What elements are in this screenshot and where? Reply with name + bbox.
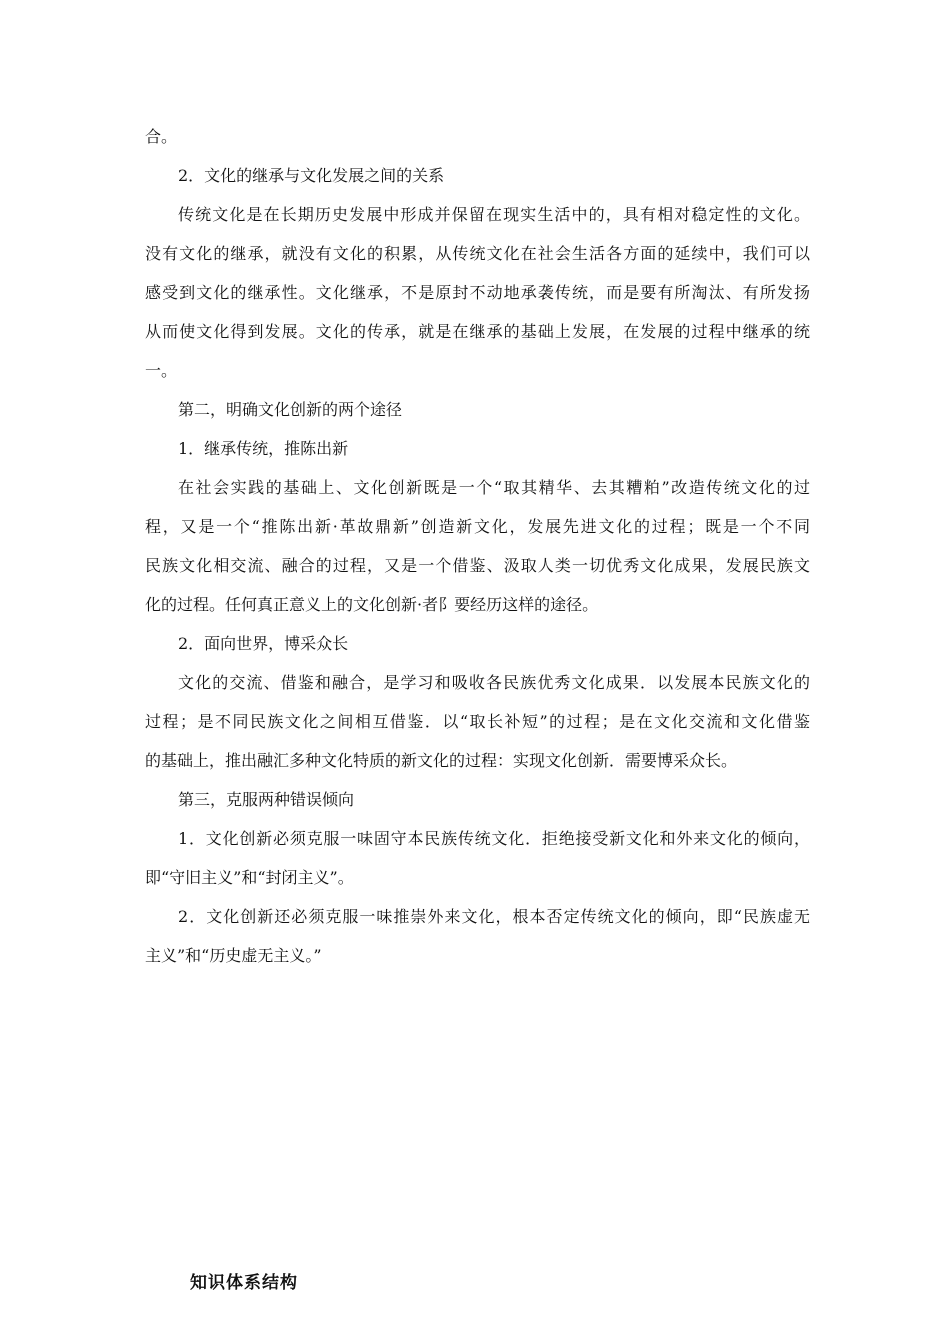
text-line: 传统文化是在长期历史发展中形成并保留在现实生活中的，具有相对稳定性的文化。 xyxy=(178,205,810,224)
text-line: 2．文化的继承与文化发展之间的关系 xyxy=(178,166,445,185)
paragraph xyxy=(145,195,810,390)
text-line: 即“守旧主义”和“封闭主义”。 xyxy=(145,868,354,887)
paragraph xyxy=(145,663,810,780)
body-text xyxy=(145,117,810,975)
text-line: 第三，克服两种错误倾向 xyxy=(178,790,355,809)
text-line: 合。 xyxy=(145,127,178,146)
text-line: 2．面向世界，博采众长 xyxy=(178,634,349,653)
text-line: 第二，明确文化创新的两个途径 xyxy=(178,400,403,419)
paragraph xyxy=(145,468,810,624)
paragraph xyxy=(145,624,810,663)
text-line: 民族文化相交流、融合的过程，又是一个借鉴、汲取人类一切优秀文化成果，发展民族文 xyxy=(145,556,810,575)
text-line: 过程；是不同民族文化之间相互借鉴．以“取长补短”的过程；是在文化交流和文化借鉴 xyxy=(145,712,810,731)
text-line: 化的过程。任何真正意义上的文化创新·者阝要经历这样的途径。 xyxy=(145,595,599,614)
text-line: 主义”和“历史虚无主义。” xyxy=(145,946,322,965)
text-line: 感受到文化的继承性。文化继承，不是原封不动地承袭传统，而是要有所淘汰、有所发扬 xyxy=(145,283,810,302)
text-line: 一。 xyxy=(145,361,178,380)
section-title: 知识体系结构 xyxy=(190,1273,298,1293)
text-line: 程，又是一个“推陈出新·革故鼎新”创造新文化，发展先进文化的过程；既是一个不同 xyxy=(145,517,810,536)
paragraph xyxy=(145,390,810,429)
text-line: 从而使文化得到发展。文化的传承，就是在继承的基础上发展，在发展的过程中继承的统 xyxy=(145,322,810,341)
paragraph xyxy=(145,897,810,975)
text-line: 文化的交流、借鉴和融合，是学习和吸收各民族优秀文化成果．以发展本民族文化的 xyxy=(178,673,810,692)
text-line: 2．文化创新还必须克服一味推崇外来文化，根本否定传统文化的倾向，即“民族虚无 xyxy=(178,907,810,926)
paragraph xyxy=(145,117,810,156)
text-line: 的基础上，推出融汇多种文化特质的新文化的过程：实现文化创新．需要博采众长。 xyxy=(145,751,738,770)
paragraph xyxy=(145,819,810,897)
paragraph xyxy=(145,156,810,195)
text-line: 1．文化创新必须克服一味固守本民族传统文化．拒绝接受新文化和外来文化的倾向， xyxy=(178,829,810,848)
paragraph xyxy=(145,429,810,468)
paragraph xyxy=(145,780,810,819)
text-line: 没有文化的继承，就没有文化的积累，从传统文化在社会生活各方面的延续中，我们可以 xyxy=(145,244,810,263)
text-line: 在社会实践的基础上、文化创新既是一个“取其精华、去其糟粕”改造传统文化的过 xyxy=(178,478,810,497)
text-line: 1．继承传统，推陈出新 xyxy=(178,439,349,458)
